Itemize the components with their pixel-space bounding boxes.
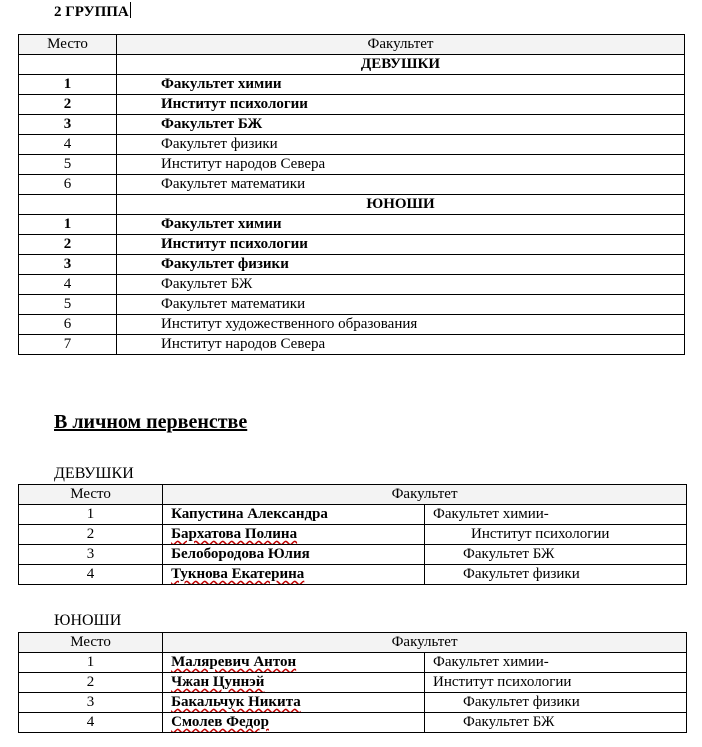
section-row-boys — [19, 195, 685, 215]
table-row: 4 Тукнова Екатерина Факультет физики — [19, 565, 687, 585]
athlete-name: Смолев Федор — [163, 713, 425, 733]
athlete-name: Капустина Александра — [163, 505, 425, 525]
athlete-faculty: Факультет БЖ — [425, 713, 687, 733]
boys-label: ЮНОШИ — [54, 612, 122, 629]
group-results-table — [18, 34, 685, 355]
athlete-faculty: Факультет физики — [425, 693, 687, 713]
table-row: 3 Факультет физики — [19, 255, 685, 275]
table-row: 6 Факультет математики — [19, 175, 685, 195]
table-row: 3 Бакальчук Никита Факультет физики — [19, 693, 687, 713]
table-row: 2 Бархатова Полина Институт психологии — [19, 525, 687, 545]
table-row: 1 Факультет химии — [19, 215, 685, 235]
athlete-faculty: Факультет химии- — [425, 653, 687, 673]
section-label-boys: ЮНОШИ — [117, 195, 685, 215]
table-row: 4 Факультет физики — [19, 135, 685, 155]
section-row-girls — [19, 55, 685, 75]
athlete-name: Тукнова Екатерина — [163, 565, 425, 585]
athlete-faculty: Факультет БЖ — [425, 545, 687, 565]
header-faculty: Факультет — [163, 485, 687, 505]
table-header-row — [19, 633, 687, 653]
table-row: 6 Институт художественного образования — [19, 315, 685, 335]
table-row: 2 Институт психологии — [19, 235, 685, 255]
table-row: 1 Факультет химии — [19, 75, 685, 95]
table-row: 5 Факультет математики — [19, 295, 685, 315]
section-label-girls: ДЕВУШКИ — [117, 55, 685, 75]
table-row: 1 Маляревич Антон Факультет химии- — [19, 653, 687, 673]
table-header-row — [19, 35, 685, 55]
athlete-name: Белобородова Юлия — [163, 545, 425, 565]
text-cursor — [130, 2, 131, 18]
header-place: Место — [19, 633, 163, 653]
header-place: Место — [19, 35, 117, 55]
table-row: 4 Факультет БЖ — [19, 275, 685, 295]
group-title-text: 2 ГРУППА — [54, 4, 129, 20]
athlete-faculty: Факультет химии- — [425, 505, 687, 525]
athlete-faculty: Институт психологии — [425, 525, 687, 545]
header-faculty: Факультет — [117, 35, 685, 55]
girls-personal-table — [18, 484, 687, 585]
table-row: 4 Смолев Федор Факультет БЖ — [19, 713, 687, 733]
header-faculty: Факультет — [163, 633, 687, 653]
group-title — [54, 2, 131, 21]
table-row: 2 Чжан Цуннэй Институт психологии — [19, 673, 687, 693]
athlete-faculty: Факультет физики — [425, 565, 687, 585]
athlete-name: Бакальчук Никита — [163, 693, 425, 713]
personal-section-title: В личном первенстве — [54, 411, 248, 433]
table-row: 1 Капустина Александра Факультет химии- — [19, 505, 687, 525]
table-row: 2 Институт психологии — [19, 95, 685, 115]
athlete-name: Маляревич Антон — [163, 653, 425, 673]
table-row: 3 Белобородова Юлия Факультет БЖ — [19, 545, 687, 565]
table-row: 3 Факультет БЖ — [19, 115, 685, 135]
athlete-name: Чжан Цуннэй — [163, 673, 425, 693]
girls-label: ДЕВУШКИ — [54, 465, 134, 482]
table-row: 5 Институт народов Севера — [19, 155, 685, 175]
boys-personal-table — [18, 632, 687, 733]
header-place: Место — [19, 485, 163, 505]
table-row: 7 Институт народов Севера — [19, 335, 685, 355]
athlete-name: Бархатова Полина — [163, 525, 425, 545]
athlete-faculty: Институт психологии — [425, 673, 687, 693]
table-header-row — [19, 485, 687, 505]
